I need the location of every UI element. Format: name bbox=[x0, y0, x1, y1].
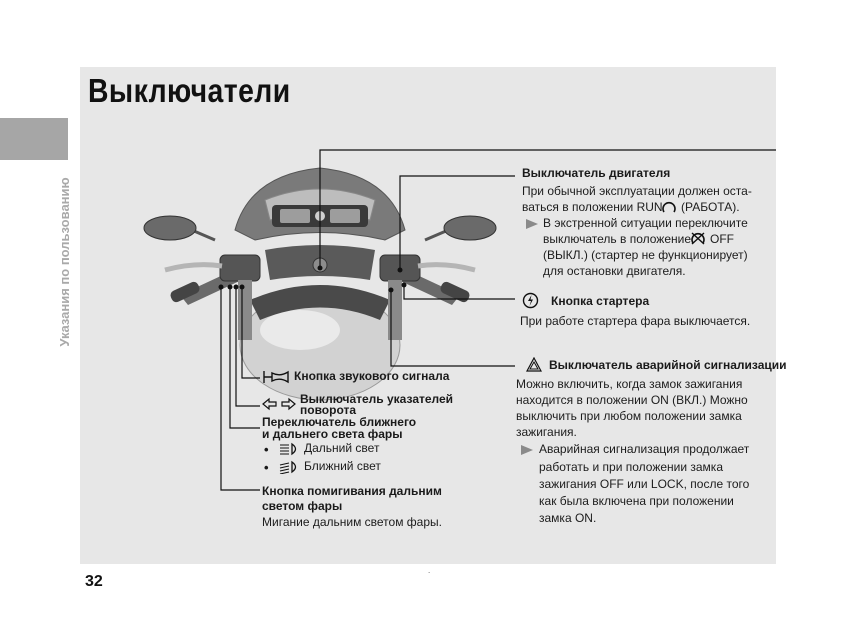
horn-heading: Кнопка звукового сигнала bbox=[294, 369, 450, 383]
passing-text: Мигание дальним светом фары. bbox=[262, 515, 442, 529]
engine-switch-text-2: ваться в положении RUN bbox=[522, 200, 663, 214]
note-arrow-icon bbox=[526, 219, 538, 229]
engine-switch-text-1: При обычной эксплуатации должен оста- bbox=[522, 184, 752, 198]
turn-signal-icon bbox=[262, 397, 296, 411]
low-beam-icon bbox=[278, 460, 300, 474]
horn-icon bbox=[262, 369, 290, 385]
run-off-icon bbox=[690, 231, 706, 246]
hazard-text-2: находится в положении ON (ВКЛ.) Можно bbox=[516, 393, 748, 407]
hazard-text-3: выключить при любом положении замка bbox=[516, 409, 742, 423]
dimmer-low: Ближний свет bbox=[304, 459, 381, 473]
hazard-note-4: как была включена при положении bbox=[539, 494, 734, 508]
dimmer-heading-1: Переключатель ближнего bbox=[262, 415, 417, 429]
starter-text: При работе стартера фара выключается. bbox=[520, 314, 751, 328]
passing-heading-1: Кнопка помигивания дальним bbox=[262, 484, 442, 498]
engine-switch-note-2-end: OFF bbox=[710, 232, 734, 246]
high-beam-icon bbox=[278, 442, 300, 456]
engine-switch-text-2-end: (РАБОТА). bbox=[681, 200, 740, 214]
starter-heading: Кнопка стартера bbox=[551, 294, 650, 308]
hazard-text-1: Можно включить, когда замок зажигания bbox=[516, 377, 743, 391]
section-side-label: Указания по пользованию bbox=[57, 177, 72, 347]
page-number: 32 bbox=[85, 573, 103, 590]
bullet-low: • bbox=[264, 460, 269, 475]
dimmer-heading-2: и дальнего света фары bbox=[262, 427, 403, 441]
dimmer-high: Дальний свет bbox=[304, 441, 380, 455]
hazard-icon bbox=[526, 357, 542, 372]
engine-switch-heading: Выключатель двигателя bbox=[522, 166, 671, 180]
turn-heading-1: Выключатель указателей bbox=[300, 392, 454, 406]
hazard-note-2: работать и при положении замка bbox=[539, 460, 723, 474]
engine-switch-note-1: В экстренной ситуации переключите bbox=[543, 216, 748, 230]
page-title: Выключатели bbox=[88, 72, 291, 109]
engine-switch-note-3: (ВЫКЛ.) (стартер не функционирует) bbox=[543, 248, 748, 262]
starter-icon bbox=[522, 292, 539, 309]
passing-heading-2: светом фары bbox=[262, 499, 343, 513]
hazard-heading: Выключатель аварийной сигнализации bbox=[549, 358, 787, 372]
hazard-note-5: замка ON. bbox=[539, 511, 597, 525]
engine-switch-note-4: для остановки двигателя. bbox=[543, 264, 686, 278]
page-mark: . bbox=[428, 566, 431, 575]
hazard-note-3: зажигания OFF или LOCK, после того bbox=[539, 477, 750, 491]
run-icon bbox=[661, 200, 677, 215]
note-arrow-icon bbox=[521, 445, 533, 455]
turn-heading-2: поворота bbox=[300, 403, 357, 417]
hazard-note-1: Аварийная сигнализация продолжает bbox=[539, 442, 750, 456]
engine-switch-note-2: выключатель в положение bbox=[543, 232, 692, 246]
hazard-text-4: зажигания. bbox=[516, 425, 577, 439]
bullet-high: • bbox=[264, 442, 269, 457]
